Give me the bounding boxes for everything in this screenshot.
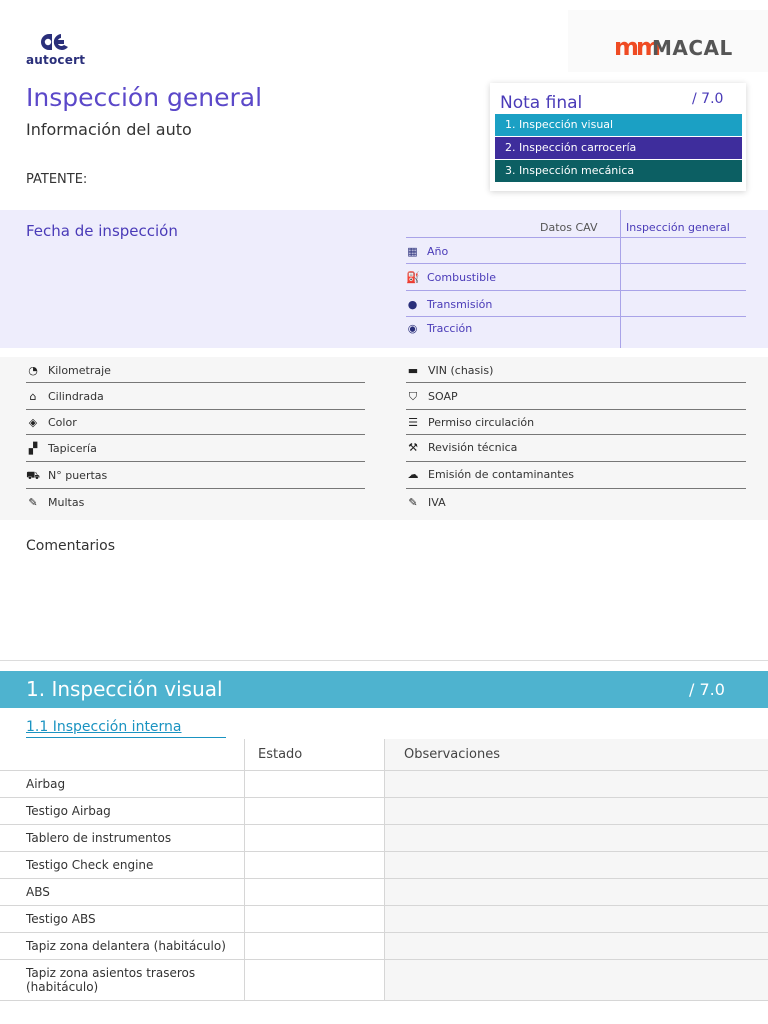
spec-vin: [406, 364, 493, 377]
spec-emision: [406, 468, 574, 481]
spec-permiso: [406, 416, 534, 429]
estado-cell[interactable]: [245, 906, 385, 933]
emission-icon: ☁: [407, 468, 419, 481]
observaciones-cell[interactable]: [385, 906, 768, 933]
fecha-column-divider: [620, 210, 621, 348]
table-row: [0, 798, 768, 825]
nota-final-score: / 7.0: [692, 91, 724, 107]
estado-cell[interactable]: [245, 798, 385, 825]
spec-divider: [26, 434, 365, 435]
nota-item-carroceria: 2. Inspección carrocería: [495, 137, 742, 159]
section-header-visual: [0, 671, 768, 708]
row-label: Testigo Check engine: [0, 852, 245, 879]
inspeccion-general-header: Inspección general: [626, 221, 730, 234]
section-score: / 7.0: [689, 680, 725, 699]
spec-label: Color: [48, 416, 77, 429]
wrench-icon: ⚒: [408, 441, 418, 454]
fine-icon: ✎: [28, 496, 38, 509]
spec-label: Tapicería: [48, 442, 97, 455]
spec-label: Revisión técnica: [428, 441, 518, 454]
speedometer-icon: ◔: [28, 364, 38, 377]
comentarios-divider: [0, 660, 768, 661]
macal-mark-icon: ⅿⅿ: [614, 33, 659, 61]
cav-row-label: Tracción: [427, 322, 473, 335]
spec-divider: [406, 434, 746, 435]
spec-label: Emisión de contaminantes: [428, 468, 575, 481]
spec-soap: [406, 390, 458, 404]
spec-divider: [26, 488, 365, 489]
subsection-title: 1.1 Inspección interna: [26, 719, 182, 735]
table-row: [0, 960, 768, 1001]
fecha-divider: [406, 290, 746, 291]
nota-item-mecanica: 3. Inspección mecánica: [495, 160, 742, 182]
section-title: 1. Inspección visual: [26, 677, 223, 701]
spec-puertas: [26, 469, 107, 484]
row-label: Testigo ABS: [0, 906, 245, 933]
table-header-row: [0, 739, 768, 771]
cav-row-traccion: [406, 322, 472, 335]
cav-row-label: Transmisión: [427, 298, 493, 311]
nota-item-visual: 1. Inspección visual: [495, 114, 742, 136]
upholstery-icon: ▞: [28, 442, 38, 455]
table-row: [0, 852, 768, 879]
macal-logo-text: MACAL: [652, 36, 733, 60]
traction-icon: ◉: [407, 322, 418, 335]
estado-cell[interactable]: [245, 879, 385, 906]
row-label: Tablero de instrumentos: [0, 825, 245, 852]
car-icon: ⛟: [26, 469, 40, 482]
vin-card-icon: ▬: [407, 364, 419, 377]
spec-tapiceria: [26, 442, 97, 455]
datos-cav-header: Datos CAV: [540, 221, 598, 234]
patente-label: PATENTE:: [26, 172, 88, 187]
table-row: [0, 771, 768, 798]
table-row: [0, 879, 768, 906]
nota-final-card: [490, 83, 746, 191]
spec-label: Kilometraje: [48, 364, 111, 377]
macal-logo: [568, 10, 768, 72]
observaciones-cell[interactable]: [385, 825, 768, 852]
spec-revision: [406, 441, 517, 454]
autocert-logo-text: autocert: [26, 53, 86, 67]
row-label: Airbag: [0, 771, 245, 798]
document-icon: ☰: [408, 416, 418, 429]
estado-cell[interactable]: [245, 960, 385, 1001]
spec-label: Multas: [48, 496, 85, 509]
spec-iva: [406, 496, 446, 509]
estado-cell[interactable]: [245, 771, 385, 798]
spec-divider: [406, 488, 746, 489]
spec-kilometraje: [26, 364, 111, 377]
engine-icon: ⌂: [29, 390, 37, 403]
fuel-icon: ⛽: [406, 271, 420, 284]
autocert-logo-icon: [38, 31, 72, 53]
row-label: Tapiz zona asientos traseros (habitáculo): [0, 960, 245, 1001]
calendar-icon: ▦: [407, 245, 418, 258]
table-row: [0, 933, 768, 960]
cav-row-transmision: [406, 298, 492, 311]
spec-divider: [406, 461, 746, 462]
observaciones-cell[interactable]: [385, 771, 768, 798]
row-label: Testigo Airbag: [0, 798, 245, 825]
estado-cell[interactable]: [245, 852, 385, 879]
observaciones-cell[interactable]: [385, 879, 768, 906]
page-title: Inspección general: [26, 83, 263, 112]
row-label: ABS: [0, 879, 245, 906]
spec-label: Cilindrada: [48, 390, 104, 403]
cav-row-label: Combustible: [427, 271, 496, 284]
spec-divider: [406, 382, 746, 383]
cav-row-combustible: [406, 271, 496, 284]
spec-divider: [26, 409, 365, 410]
observaciones-cell[interactable]: [385, 933, 768, 960]
observaciones-cell[interactable]: [385, 852, 768, 879]
column-header-observaciones: Observaciones: [385, 739, 768, 771]
table-row: [0, 825, 768, 852]
shield-icon: ⛉: [408, 390, 418, 403]
page-subtitle: Información del auto: [26, 120, 192, 139]
estado-cell[interactable]: [245, 933, 385, 960]
spec-label: SOAP: [428, 390, 458, 403]
cav-row-ano: [406, 245, 448, 258]
table-row: [0, 906, 768, 933]
spec-divider: [406, 409, 746, 410]
observaciones-cell[interactable]: [385, 798, 768, 825]
cav-row-label: Año: [427, 245, 449, 258]
tax-icon: ✎: [408, 496, 418, 509]
fecha-divider: [406, 316, 746, 317]
estado-cell[interactable]: [245, 825, 385, 852]
spec-multas: [26, 496, 84, 509]
column-header-estado: Estado: [245, 739, 385, 771]
spec-color: [26, 416, 77, 429]
spec-divider: [26, 461, 365, 462]
inspection-table: [0, 739, 768, 1001]
fecha-divider: [406, 263, 746, 264]
spec-label: VIN (chasis): [428, 364, 494, 377]
row-label: Tapiz zona delantera (habitáculo): [0, 933, 245, 960]
observaciones-cell[interactable]: [385, 960, 768, 1001]
spec-divider: [26, 382, 365, 383]
subsection-underline: [26, 737, 226, 738]
fecha-divider: [406, 237, 746, 238]
column-header-item: [0, 739, 245, 771]
fecha-inspeccion-label: Fecha de inspección: [26, 222, 178, 240]
transmission-icon: ●: [407, 298, 418, 311]
spec-label: Permiso circulación: [428, 416, 535, 429]
spec-label: IVA: [428, 496, 446, 509]
comentarios-label: Comentarios: [26, 538, 116, 554]
spec-cilindrada: [26, 390, 104, 403]
paint-bucket-icon: ◈: [28, 416, 38, 429]
spec-label: N° puertas: [48, 469, 108, 482]
nota-final-title: Nota final: [500, 93, 583, 113]
